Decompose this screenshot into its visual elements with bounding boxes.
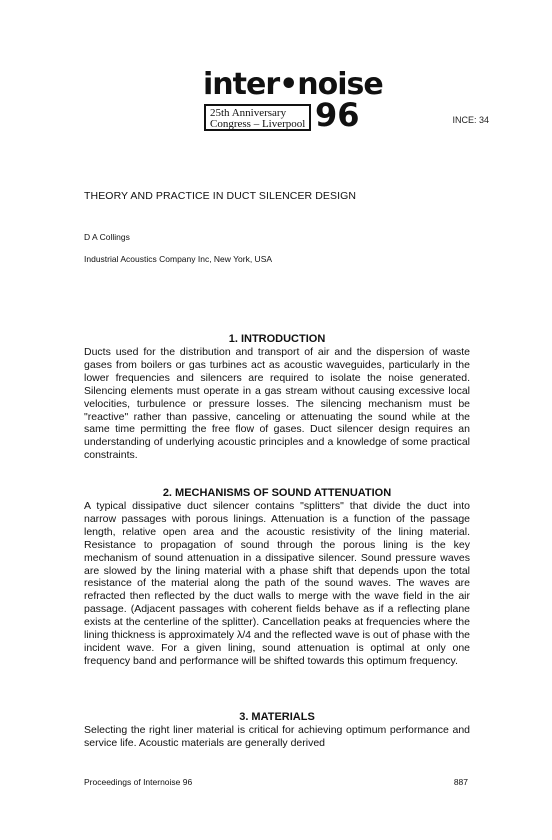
logo-line-2: Congress – Liverpool [210,118,306,130]
author-name: D A Collings [84,232,130,242]
conference-logo [203,67,383,134]
logo-line-1: 25th Anniversary [210,107,287,119]
reference-code: INCE: 34 [452,115,489,125]
paper-title: THEORY AND PRACTICE IN DUCT SILENCER DESIGN [84,190,357,202]
section-body-introduction: Ducts used for the distribution and transport of air and the dispersion of waste gases from boilers or gas turbines act as acoustic waveguides, particularly in the lower frequencies and silencers are required to isolate the noise generated. Silencing elements must operate in a gas stream without causing excessive local velocities, turbulence or pressure losses. The silencing mechanism must be "reactive" rather than passive, canceling or attenuating the sound while at the same time permitting the free flow of gases. Duct silencer design requires an understanding of underlying acoustic principles and a knowledge of some practical constraints. [84,346,470,462]
logo-anniversary-box [204,104,311,131]
footer-proceedings: Proceedings of Internoise 96 [84,777,193,787]
author-affiliation: Industrial Acoustics Company Inc, New York, USA [84,254,273,264]
section-body-materials: Selecting the right liner material is critical for achieving optimum performance and service life. Acoustic materials are generally derived [84,724,470,749]
page-number: 887 [453,777,468,787]
section-body-mechanisms: A typical dissipative duct silencer contains "splitters" that divide the duct into narrow passages with porous linings. Attenuation is a function of the passage length, relative open area and the acoustic resistivity of the lining material. Resistance to propagation of sound through the porous lining is the key mechanism of sound attenuation in a dissipative silencer. Sound pressure waves are slowed by the lining material with a phase shift that depends upon the total resistance of the material along the path of the sound waves. The waves are refracted then reflected by the duct walls to merge with the wave field in the air passage. (Adjacent passages with coherent fields behave as if a reflecting plane exists at the centerline of the splitter). Cancellation peaks at frequencies where the lining thickness is approximately λ/4 and the reflected wave is out of phase with the incident wave. For a given lining, sound attenuation is optimal at only one frequency band and performance will be shifted towards this optimum frequency. [84,500,470,667]
section-heading-materials: 3. MATERIALS [239,711,315,723]
logo-year: 96 [315,96,360,134]
section-heading-mechanisms: 2. MECHANISMS OF SOUND ATTENUATION [162,487,392,499]
section-heading-introduction: 1. INTRODUCTION [228,333,326,345]
logo-wordmark: inter•noise [203,67,383,102]
